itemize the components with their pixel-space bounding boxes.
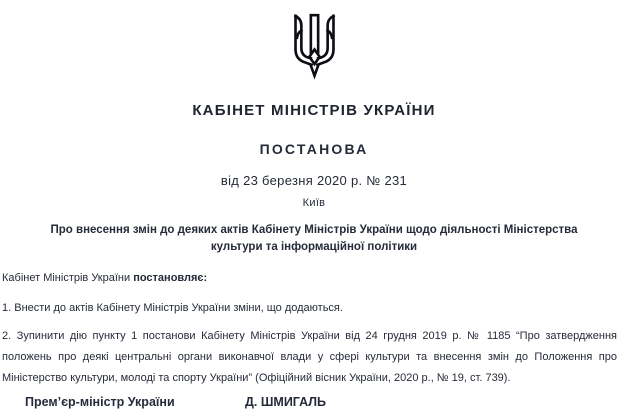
ukraine-trident-icon (291, 13, 338, 86)
date-number-line: від 23 березня 2020 р. № 231 (220, 173, 408, 188)
doc-type-heading: ПОСТАНОВА (259, 141, 369, 157)
document-title-line-1: Про внесення змін до деяких актів Кабінету Міністрів України щодо діяльності Міністерства (50, 224, 578, 236)
preamble (2, 270, 617, 286)
city-label: Київ (302, 197, 326, 209)
document-title-line-2: культури та інформаційної політики (210, 241, 418, 253)
document-header (0, 13, 628, 256)
signature-name: Д. ШМИГАЛЬ (245, 395, 327, 409)
document-body (0, 270, 628, 409)
org-name: КАБІНЕТ МІНІСТРІВ УКРАЇНИ (192, 102, 436, 119)
document-title (0, 222, 628, 256)
paragraph-2: 2. Зупинити дію пункту 1 постанови Кабінету Міністрів України від 24 грудня 2019 р. № 1185 “Про затвердження положень про деякі центральні органи виконавчої влади у сфері культури та внесення змін до Положення про Міністерство культури, молоді та спорту України” (Офіційний вісник України, 2020 р., № 19, ст. 739). (2, 330, 617, 384)
signature-row (2, 395, 617, 409)
preamble-verb: постановляє: (133, 272, 208, 284)
preamble-text: Кабінет Міністрів України (2, 272, 131, 284)
signature-position: Прем’єр-міністр України (25, 395, 175, 409)
paragraph-1: 1. Внести до актів Кабінету Міністрів України зміни, що додаються. (2, 302, 343, 314)
